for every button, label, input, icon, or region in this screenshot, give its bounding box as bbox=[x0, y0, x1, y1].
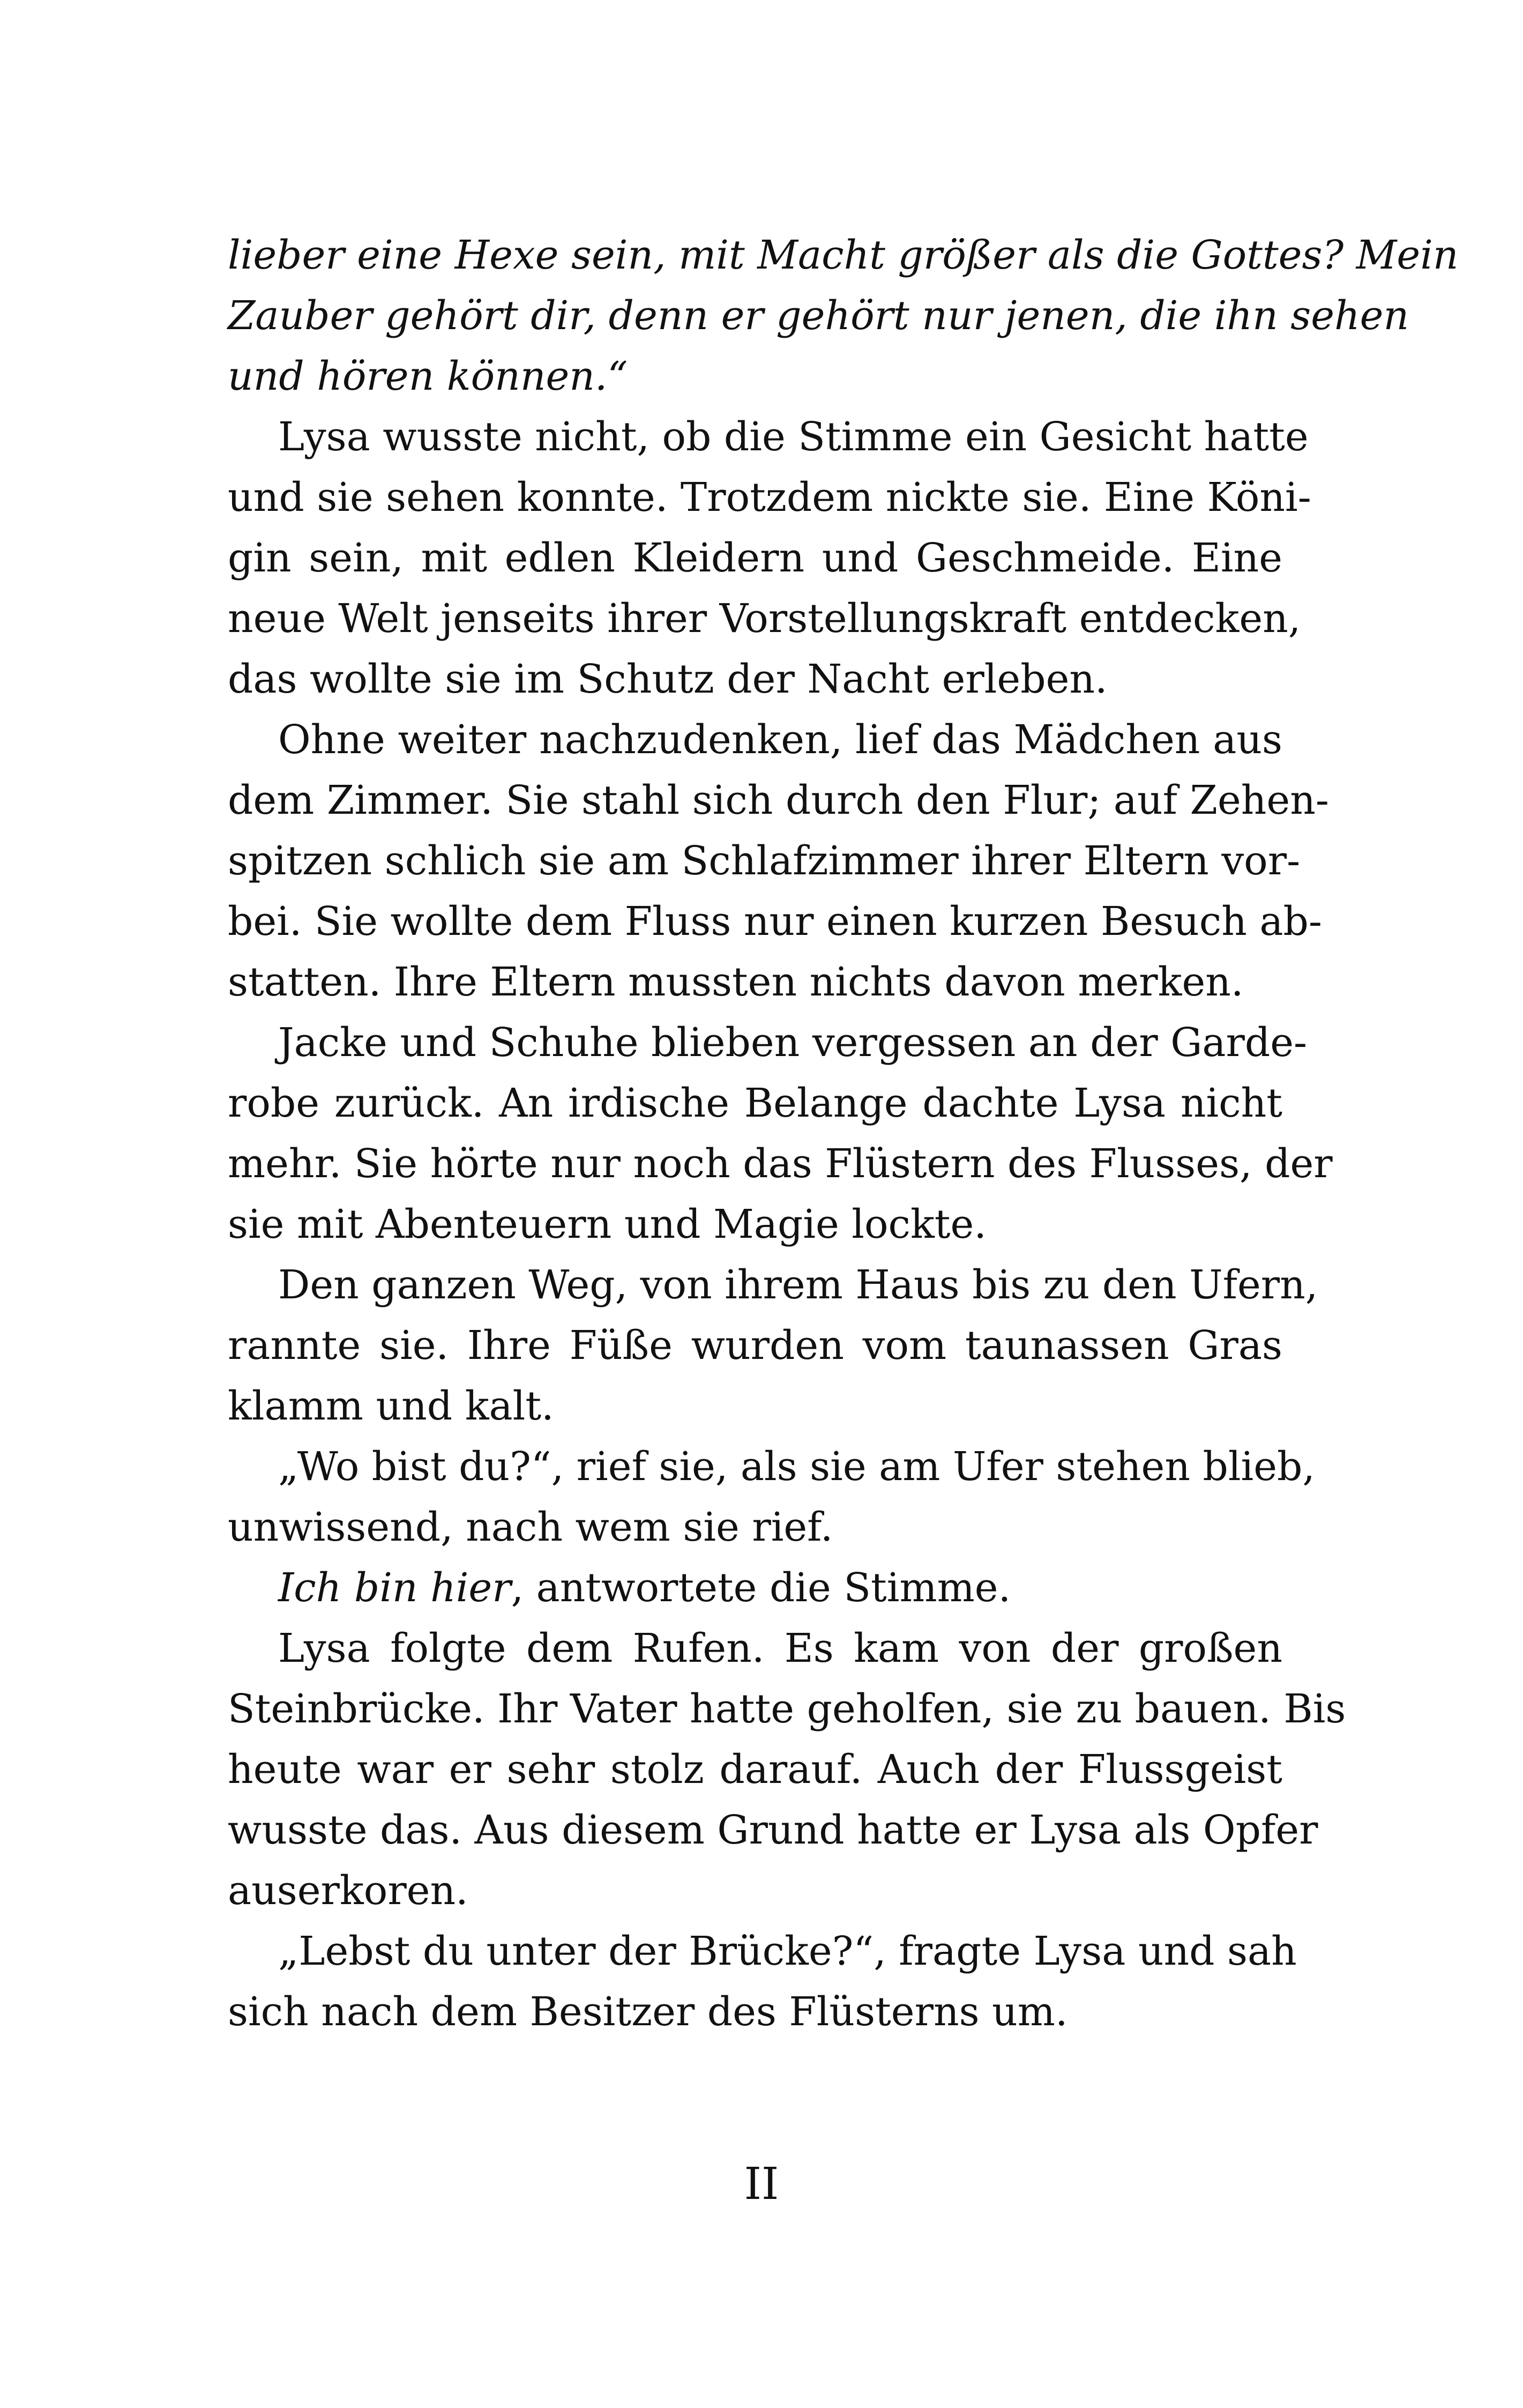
text-line: Lysa wusste nicht, ob die Stimme ein Gesicht hatte bbox=[278, 414, 1309, 460]
text-line bbox=[228, 1558, 1282, 1618]
text-line: heute war er sehr stolz darauf. Auch der Flussgeist bbox=[228, 1746, 1282, 1793]
text-line: spitzen schlich sie am Schlafzimmer ihrer Eltern vor- bbox=[228, 838, 1301, 884]
text-line: Den ganzen Weg, von ihrem Haus bis zu den Ufern, bbox=[278, 1262, 1318, 1308]
text-line: Zauber gehört dir, denn er gehört nur jenen, die ihn sehen bbox=[228, 293, 1409, 339]
text-line: gin sein, mit edlen Kleidern und Geschmeide. Eine bbox=[228, 535, 1282, 581]
text-line: „Lebst du unter der Brücke?“, fragte Lysa und sah bbox=[278, 1928, 1297, 1974]
text-line: bei. Sie wollte dem Fluss nur einen kurzen Besuch ab- bbox=[228, 898, 1322, 945]
text-line: neue Welt jenseits ihrer Vorstellungskraft entdecken, bbox=[228, 596, 1301, 642]
text-span: , antwortete die Stimme. bbox=[511, 1565, 1011, 1611]
text-line: „Wo bist du?“, rief sie, als sie am Ufer stehen blieb, bbox=[278, 1444, 1315, 1490]
text-line: Ohne weiter nachzudenken, lief das Mädchen aus bbox=[278, 717, 1282, 763]
text-line: auserkoren. bbox=[228, 1868, 468, 1914]
italic-text: Ich bin hier bbox=[278, 1565, 511, 1611]
text-line: sich nach dem Besitzer des Flüsterns um. bbox=[228, 1989, 1068, 2035]
text-line: das wollte sie im Schutz der Nacht erleben. bbox=[228, 656, 1108, 702]
text-line: robe zurück. An irdische Belange dachte Lysa nicht bbox=[228, 1080, 1282, 1126]
body-text bbox=[228, 225, 1459, 2042]
text-line: Steinbrücke. Ihr Vater hatte geholfen, sie zu bauen. Bis bbox=[228, 1686, 1346, 1732]
text-line: klamm und kalt. bbox=[228, 1383, 554, 1429]
page-number: II bbox=[744, 2159, 779, 2210]
text-line: rannte sie. Ihre Füße wurden vom taunassen Gras bbox=[228, 1322, 1282, 1369]
text-line: dem Zimmer. Sie stahl sich durch den Flur; auf Zehen- bbox=[228, 777, 1329, 823]
text-line: lieber eine Hexe sein, mit Macht größer als die Gottes? Mein bbox=[228, 232, 1459, 278]
text-line: und sie sehen konnte. Trotzdem nickte sie. Eine Köni- bbox=[228, 474, 1311, 521]
text-line: sie mit Abenteuern und Magie lockte. bbox=[228, 1201, 987, 1247]
text-line: statten. Ihre Eltern mussten nichts davon merken. bbox=[228, 959, 1244, 1005]
text-line: Lysa folgte dem Rufen. Es kam von der großen bbox=[278, 1625, 1282, 1671]
text-line: Jacke und Schuhe blieben vergessen an der Garde- bbox=[278, 1020, 1308, 1066]
text-line: mehr. Sie hörte nur noch das Flüstern des Flusses, der bbox=[228, 1141, 1333, 1187]
text-line: unwissend, nach wem sie rief. bbox=[228, 1504, 833, 1550]
text-line: wusste das. Aus diesem Grund hatte er Lysa als Opfer bbox=[228, 1807, 1318, 1853]
text-line: und hören können.“ bbox=[228, 353, 628, 399]
